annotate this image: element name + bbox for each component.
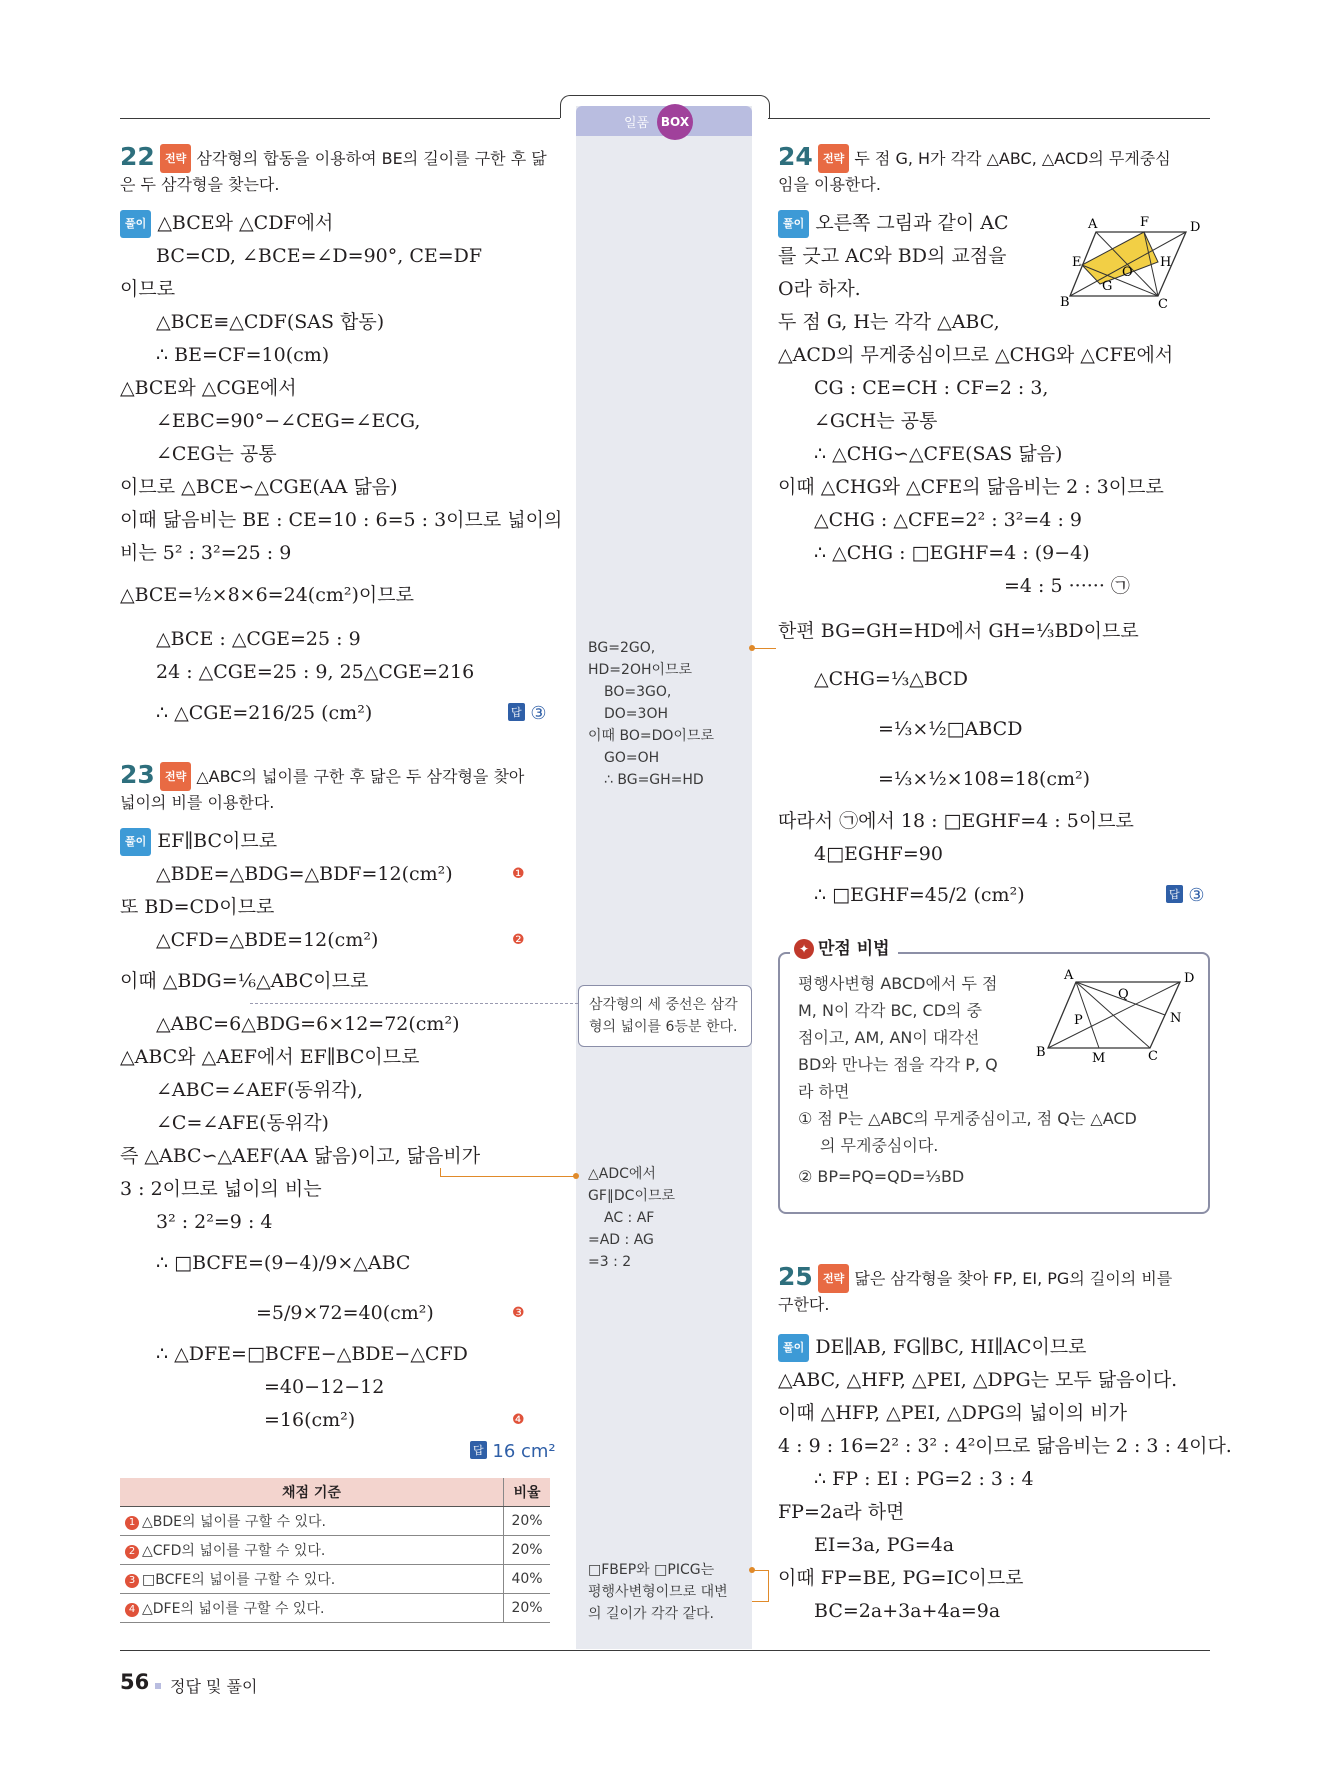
side-note-4: □FBEP와 □PICG는 평행사변형이므로 대변 의 길이가 각각 같다. — [588, 1562, 728, 1622]
fig-label: B — [1036, 1045, 1046, 1060]
q23-line-3: △CFD=△BDE=12(cm²) — [156, 929, 379, 951]
q23-line-12: ∴ □BCFE=(9−4)/9×△ABC — [156, 1252, 411, 1274]
table-row: 4 △DFE의 넓이를 구할 수 있다. 20% — [120, 1594, 550, 1623]
strategy-tag: 전략 — [818, 1264, 849, 1293]
q24-line-13: △CHG=⅓△BCD — [814, 668, 968, 690]
fig-label: D — [1184, 971, 1195, 986]
q22-intro-line1: 삼각형의 합동을 이용하여 BE의 길이를 구한 후 닮 — [196, 149, 547, 168]
q24-line-12: 한편 BG=GH=HD에서 GH=⅓BD이므로 — [778, 620, 1139, 642]
page-number: 56 — [120, 1670, 150, 1694]
strategy-tag: 전략 — [160, 762, 191, 791]
q25-line-2: 이때 △HFP, △PEI, △DPG의 넓이의 비가 — [778, 1402, 1127, 1424]
q24-number: 24 — [778, 142, 813, 171]
q23-line-6: △ABC와 △AEF에서 EF∥BC이므로 — [120, 1046, 420, 1068]
q23-line-16: =16(cm²) — [264, 1409, 356, 1431]
q25-line-0: 풀이 DE∥AB, FG∥BC, HI∥AC이므로 — [778, 1334, 1087, 1362]
q22-line-0: 풀이 △BCE와 △CDF에서 — [120, 210, 333, 238]
q22-line-13: 24 : △CGE=25 : 9, 25△CGE=216 — [156, 661, 475, 683]
footer-bullet — [155, 1683, 161, 1689]
q23-line-7: ∠ABC=∠AEF(동위각), — [156, 1079, 364, 1101]
grading-header-ratio: 비율 — [504, 1478, 551, 1507]
step-marker-3: ❸ — [512, 1305, 525, 1321]
fig-label: B — [1060, 295, 1070, 310]
box-tab-label: 일품 — [624, 116, 650, 131]
q23-line-13: =5/9×72=40(cm²) — [256, 1302, 434, 1324]
step-marker-4: ❹ — [512, 1412, 525, 1428]
q24-line-15: =⅓×½×108=18(cm²) — [878, 768, 1091, 790]
connector-3 — [440, 1168, 577, 1177]
q22-answer: 답 ③ — [508, 703, 547, 724]
fig-label: N — [1170, 1011, 1182, 1026]
q25-intro-line1: 닮은 삼각형을 찾아 FP, EI, PG의 길이의 비를 — [854, 1269, 1173, 1288]
q25-number: 25 — [778, 1262, 813, 1291]
connector-dot-3 — [573, 1173, 579, 1179]
q22-line-4: ∴ BE=CF=10(cm) — [156, 344, 330, 366]
q24-line-5: CG : CE=CH : CF=2 : 3, — [814, 377, 1049, 399]
q23-line-5: △ABC=6△BDG=6×12=72(cm²) — [156, 1013, 460, 1035]
fig-label: F — [1140, 215, 1150, 230]
q23-line-14: ∴ △DFE=□BCFE−△BDE−△CFD — [156, 1343, 468, 1365]
q24-line-18: ∴ □EGHF=45/2 (cm²) — [814, 884, 1025, 906]
q23-line-10: 3 : 2이므로 넓이의 비는 — [120, 1178, 322, 1200]
q22-line-14: ∴ △CGE=216/25 (cm²) — [156, 702, 373, 724]
q24-line-8: 이때 △CHG와 △CFE의 닮음비는 2 : 3이므로 — [778, 476, 1164, 498]
solution-tag: 풀이 — [120, 828, 151, 856]
tip-line-0: 평행사변형 ABCD에서 두 점 — [798, 974, 998, 993]
q25-line-3: 4 : 9 : 16=2² : 3² : 4²이므로 닮음비는 2 : 3 : 4이다. — [778, 1435, 1232, 1457]
q22-intro-line2: 은 두 삼각형을 찾는다. — [120, 175, 280, 194]
q23-number: 23 — [120, 760, 155, 789]
top-rule-right — [768, 118, 1210, 119]
q23-line-1: △BDE=△BDG=△BDF=12(cm²) — [156, 863, 453, 885]
step-marker-2: ❷ — [512, 932, 525, 948]
q22-line-3: △BCE≡△CDF(SAS 합동) — [156, 311, 385, 333]
q25-line-6: EI=3a, PG=4a — [814, 1534, 955, 1556]
tip-line-7: ② BP=PQ=QD=⅓BD — [798, 1167, 965, 1186]
fig-label: A — [1064, 968, 1074, 983]
q24-line-1: 를 긋고 AC와 BD의 교점을 — [778, 245, 1007, 267]
q25-line-1: △ABC, △HFP, △PEI, △DPG는 모두 닮음이다. — [778, 1369, 1178, 1391]
fig-label: C — [1158, 297, 1168, 310]
tip-line-6: 의 무게중심이다. — [820, 1136, 939, 1155]
fig-label: Q — [1118, 987, 1129, 1002]
bottom-rule — [120, 1650, 1210, 1651]
q23-line-15: =40−12−12 — [264, 1376, 385, 1398]
grading-table — [120, 1478, 550, 1623]
q22-line-1: BC=CD, ∠BCE=∠D=90°, CE=DF — [156, 245, 483, 267]
tip-line-2: 점이고, AM, AN이 대각선 — [798, 1028, 980, 1047]
box-badge: BOX — [657, 104, 693, 140]
tip-line-1: M, N이 각각 BC, CD의 중 — [798, 1001, 983, 1020]
q22-line-10: 비는 5² : 3²=25 : 9 — [120, 542, 292, 564]
tip-line-3: BD와 만나는 점을 각각 P, Q — [798, 1055, 998, 1074]
connector-4 — [752, 1570, 769, 1602]
fig-label: G — [1102, 279, 1113, 294]
q23-intro-line1: △ABC의 넓이를 구한 후 닮은 두 삼각형을 찾아 — [196, 767, 525, 786]
tip-title: ✦ 만점 비법 — [790, 934, 898, 959]
q25-intro-line2: 구한다. — [778, 1295, 830, 1314]
fig-label: M — [1092, 1051, 1106, 1064]
table-row: 2 △CFD의 넓이를 구할 수 있다. 20% — [120, 1536, 550, 1565]
q22-line-12: △BCE : △CGE=25 : 9 — [156, 628, 361, 650]
fig-label: E — [1072, 255, 1082, 270]
q22-line-8: 이므로 △BCE∽△CGE(AA 닮음) — [120, 476, 398, 498]
q24-line-11: =4 : 5 ······ ㉠ — [1004, 575, 1130, 597]
q22-number: 22 — [120, 142, 155, 171]
q24-line-3: 두 점 G, H는 각각 △ABC, — [778, 311, 1000, 333]
tip-line-4: 라 하면 — [798, 1082, 850, 1101]
connector-dot-1 — [749, 645, 755, 651]
q23-line-9: 즉 △ABC∽△AEF(AA 닮음)이고, 닮음비가 — [120, 1145, 481, 1167]
dashed-connector — [250, 1003, 578, 1004]
q25-line-5: FP=2a라 하면 — [778, 1501, 905, 1523]
q23-line-11: 3² : 2²=9 : 4 — [156, 1211, 273, 1233]
q23-line-4: 이때 △BDG=⅙△ABC이므로 — [120, 970, 369, 992]
q23-line-2: 또 BD=CD이므로 — [120, 896, 275, 918]
q25-intro — [818, 1264, 1218, 1293]
q22-intro — [160, 144, 560, 173]
side-note-2: 삼각형의 세 중선은 삼각 형의 넓이를 6등분 한다. — [578, 985, 752, 1047]
side-note-3: △ADC에서 GF∥DC이므로 AC : AF =AD : AG =3 : 2 — [588, 1166, 676, 1270]
fig-label: D — [1190, 220, 1201, 235]
tip-line-5: ① 점 P는 △ABC의 무게중심이고, 점 Q는 △ACD — [798, 1109, 1137, 1128]
q24-line-9: △CHG : △CFE=2² : 3²=4 : 9 — [814, 509, 1082, 531]
q22-line-11: △BCE=½×8×6=24(cm²)이므로 — [120, 584, 414, 606]
strategy-tag: 전략 — [818, 144, 849, 173]
q24-intro-line2: 임을 이용한다. — [778, 175, 881, 194]
q22-line-5: △BCE와 △CGE에서 — [120, 377, 297, 399]
fig-label: A — [1088, 217, 1098, 232]
q25-line-4: ∴ FP : EI : PG=2 : 3 : 4 — [814, 1468, 1034, 1490]
q22-line-6: ∠EBC=90°−∠CEG=∠ECG, — [156, 410, 421, 432]
q22-line-2: 이므로 — [120, 278, 176, 300]
q23-answer: 답 16 cm² — [470, 1441, 556, 1462]
connector-dot-4 — [749, 1567, 755, 1573]
solution-tag: 풀이 — [778, 210, 809, 238]
q24-line-2: O라 하자. — [778, 278, 861, 300]
q24-line-0: 풀이 오른쪽 그림과 같이 AC — [778, 210, 1009, 238]
q24-intro — [818, 144, 1218, 173]
fig-label: O — [1122, 265, 1133, 280]
side-column — [576, 106, 752, 1649]
q24-line-17: 4□EGHF=90 — [814, 843, 943, 865]
q22-line-9: 이때 닮음비는 BE : CE=10 : 6=5 : 3이므로 넓이의 — [120, 509, 563, 531]
parallelogram-figure-q24 — [1040, 210, 1210, 310]
q24-line-10: ∴ △CHG : □EGHF=4 : (9−4) — [814, 542, 1090, 564]
q23-line-8: ∠C=∠AFE(동위각) — [156, 1112, 329, 1134]
q24-answer: 답 ③ — [1166, 885, 1205, 906]
top-rule-left — [120, 118, 560, 119]
q24-line-6: ∠GCH는 공통 — [814, 410, 938, 432]
strategy-tag: 전략 — [160, 144, 191, 173]
q24-intro-line1: 두 점 G, H가 각각 △ABC, △ACD의 무게중심 — [854, 149, 1171, 168]
fig-label: P — [1074, 1013, 1083, 1028]
connector-1 — [752, 648, 776, 649]
table-row: 1 △BDE의 넓이를 구할 수 있다. 20% — [120, 1507, 550, 1536]
q24-line-7: ∴ △CHG∽△CFE(SAS 닮음) — [814, 443, 1063, 465]
fig-label: C — [1148, 1049, 1158, 1064]
q22-line-7: ∠CEG는 공통 — [156, 443, 277, 465]
footer-label: 정답 및 풀이 — [170, 1677, 258, 1696]
q25-line-7: 이때 FP=BE, PG=IC이므로 — [778, 1567, 1024, 1589]
q23-line-0: 풀이 EF∥BC이므로 — [120, 828, 277, 856]
solution-tag: 풀이 — [778, 1334, 809, 1362]
q25-line-8: BC=2a+3a+4a=9a — [814, 1600, 1001, 1622]
q23-intro — [160, 762, 560, 791]
fig-label: H — [1160, 255, 1172, 270]
solution-tag: 풀이 — [120, 210, 151, 238]
table-row: 3 □BCFE의 넓이를 구할 수 있다. 40% — [120, 1565, 550, 1594]
side-note-1: BG=2GO, HD=2OH이므로 BO=3GO, DO=3OH 이때 BO=DO이므로 GO=OH ∴ BG=GH=HD — [588, 640, 714, 788]
q23-intro-line2: 넓이의 비를 이용한다. — [120, 793, 275, 812]
step-marker-1: ❶ — [512, 866, 525, 882]
grading-header-criteria: 채점 기준 — [120, 1478, 504, 1507]
parallelogram-figure-tip — [1036, 964, 1204, 1064]
lightbulb-icon: ✦ — [794, 939, 814, 959]
q24-line-4: △ACD의 무게중심이므로 △CHG와 △CFE에서 — [778, 344, 1174, 366]
q24-line-14: =⅓×½□ABCD — [878, 718, 1023, 740]
q24-line-16: 따라서 ㉠에서 18 : □EGHF=4 : 5이므로 — [778, 810, 1134, 832]
